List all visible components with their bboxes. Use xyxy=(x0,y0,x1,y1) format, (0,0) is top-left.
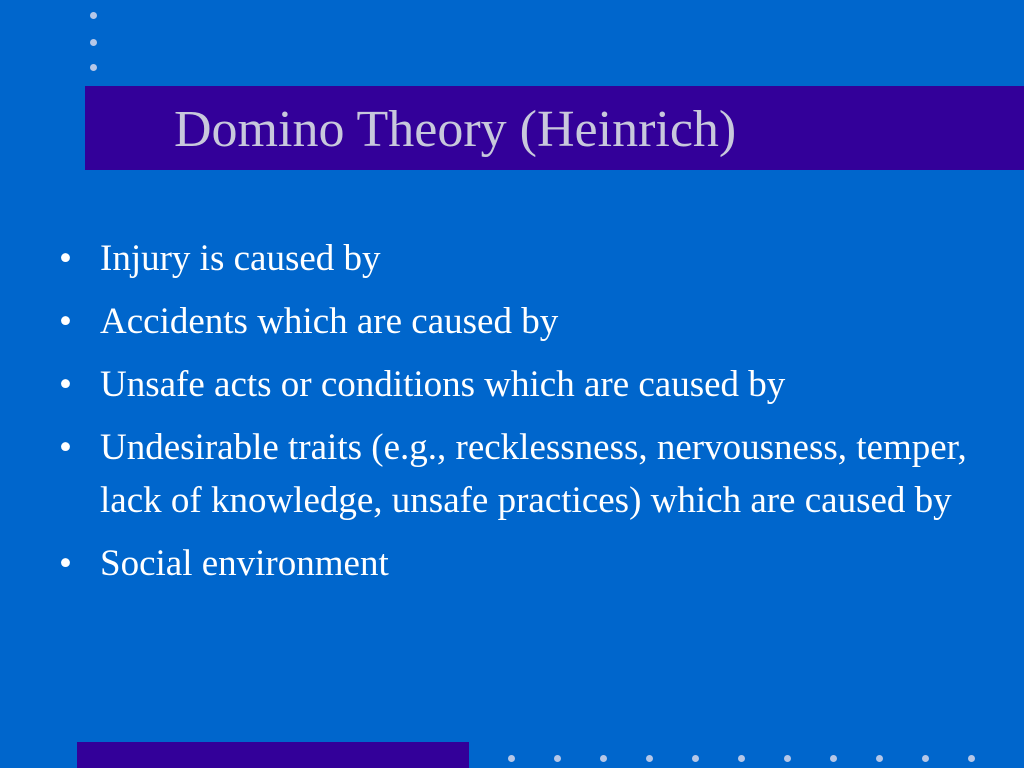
decorative-dot xyxy=(508,755,515,762)
decorative-dot xyxy=(90,64,97,71)
decorative-dot xyxy=(876,755,883,762)
decorative-dot xyxy=(90,12,97,19)
decorative-dot xyxy=(646,755,653,762)
bottom-banner xyxy=(77,742,469,768)
bullet-dot-icon: • xyxy=(59,427,72,468)
bullet-item xyxy=(56,358,976,411)
bullet-item xyxy=(56,537,976,590)
decorative-dot xyxy=(738,755,745,762)
slide-title: Domino Theory (Heinrich) xyxy=(174,101,737,158)
decorative-dot xyxy=(600,755,607,762)
bullet-dot-icon: • xyxy=(59,238,72,279)
bullet-text: Accidents which are caused by xyxy=(100,301,559,342)
decorative-dot xyxy=(922,755,929,762)
bullet-item xyxy=(56,232,976,285)
decorative-dot xyxy=(830,755,837,762)
bullet-text: Unsafe acts or conditions which are caused by xyxy=(100,364,786,405)
bullet-item xyxy=(56,421,976,527)
bullet-text: Injury is caused by xyxy=(100,238,381,279)
bullet-dot-icon: • xyxy=(59,364,72,405)
bullet-item xyxy=(56,295,976,348)
bullet-text: Social environment xyxy=(100,543,389,584)
bullet-dot-icon: • xyxy=(59,543,72,584)
bullet-text: Undesirable traits (e.g., recklessness, nervousness, temper, lack of knowledge, unsafe practices) which are caused by xyxy=(100,427,967,521)
decorative-dot xyxy=(968,755,975,762)
decorative-dot xyxy=(554,755,561,762)
decorative-dot xyxy=(90,39,97,46)
decorative-dot xyxy=(692,755,699,762)
decorative-dot xyxy=(784,755,791,762)
bullet-list xyxy=(56,232,976,600)
bullet-dot-icon: • xyxy=(59,301,72,342)
